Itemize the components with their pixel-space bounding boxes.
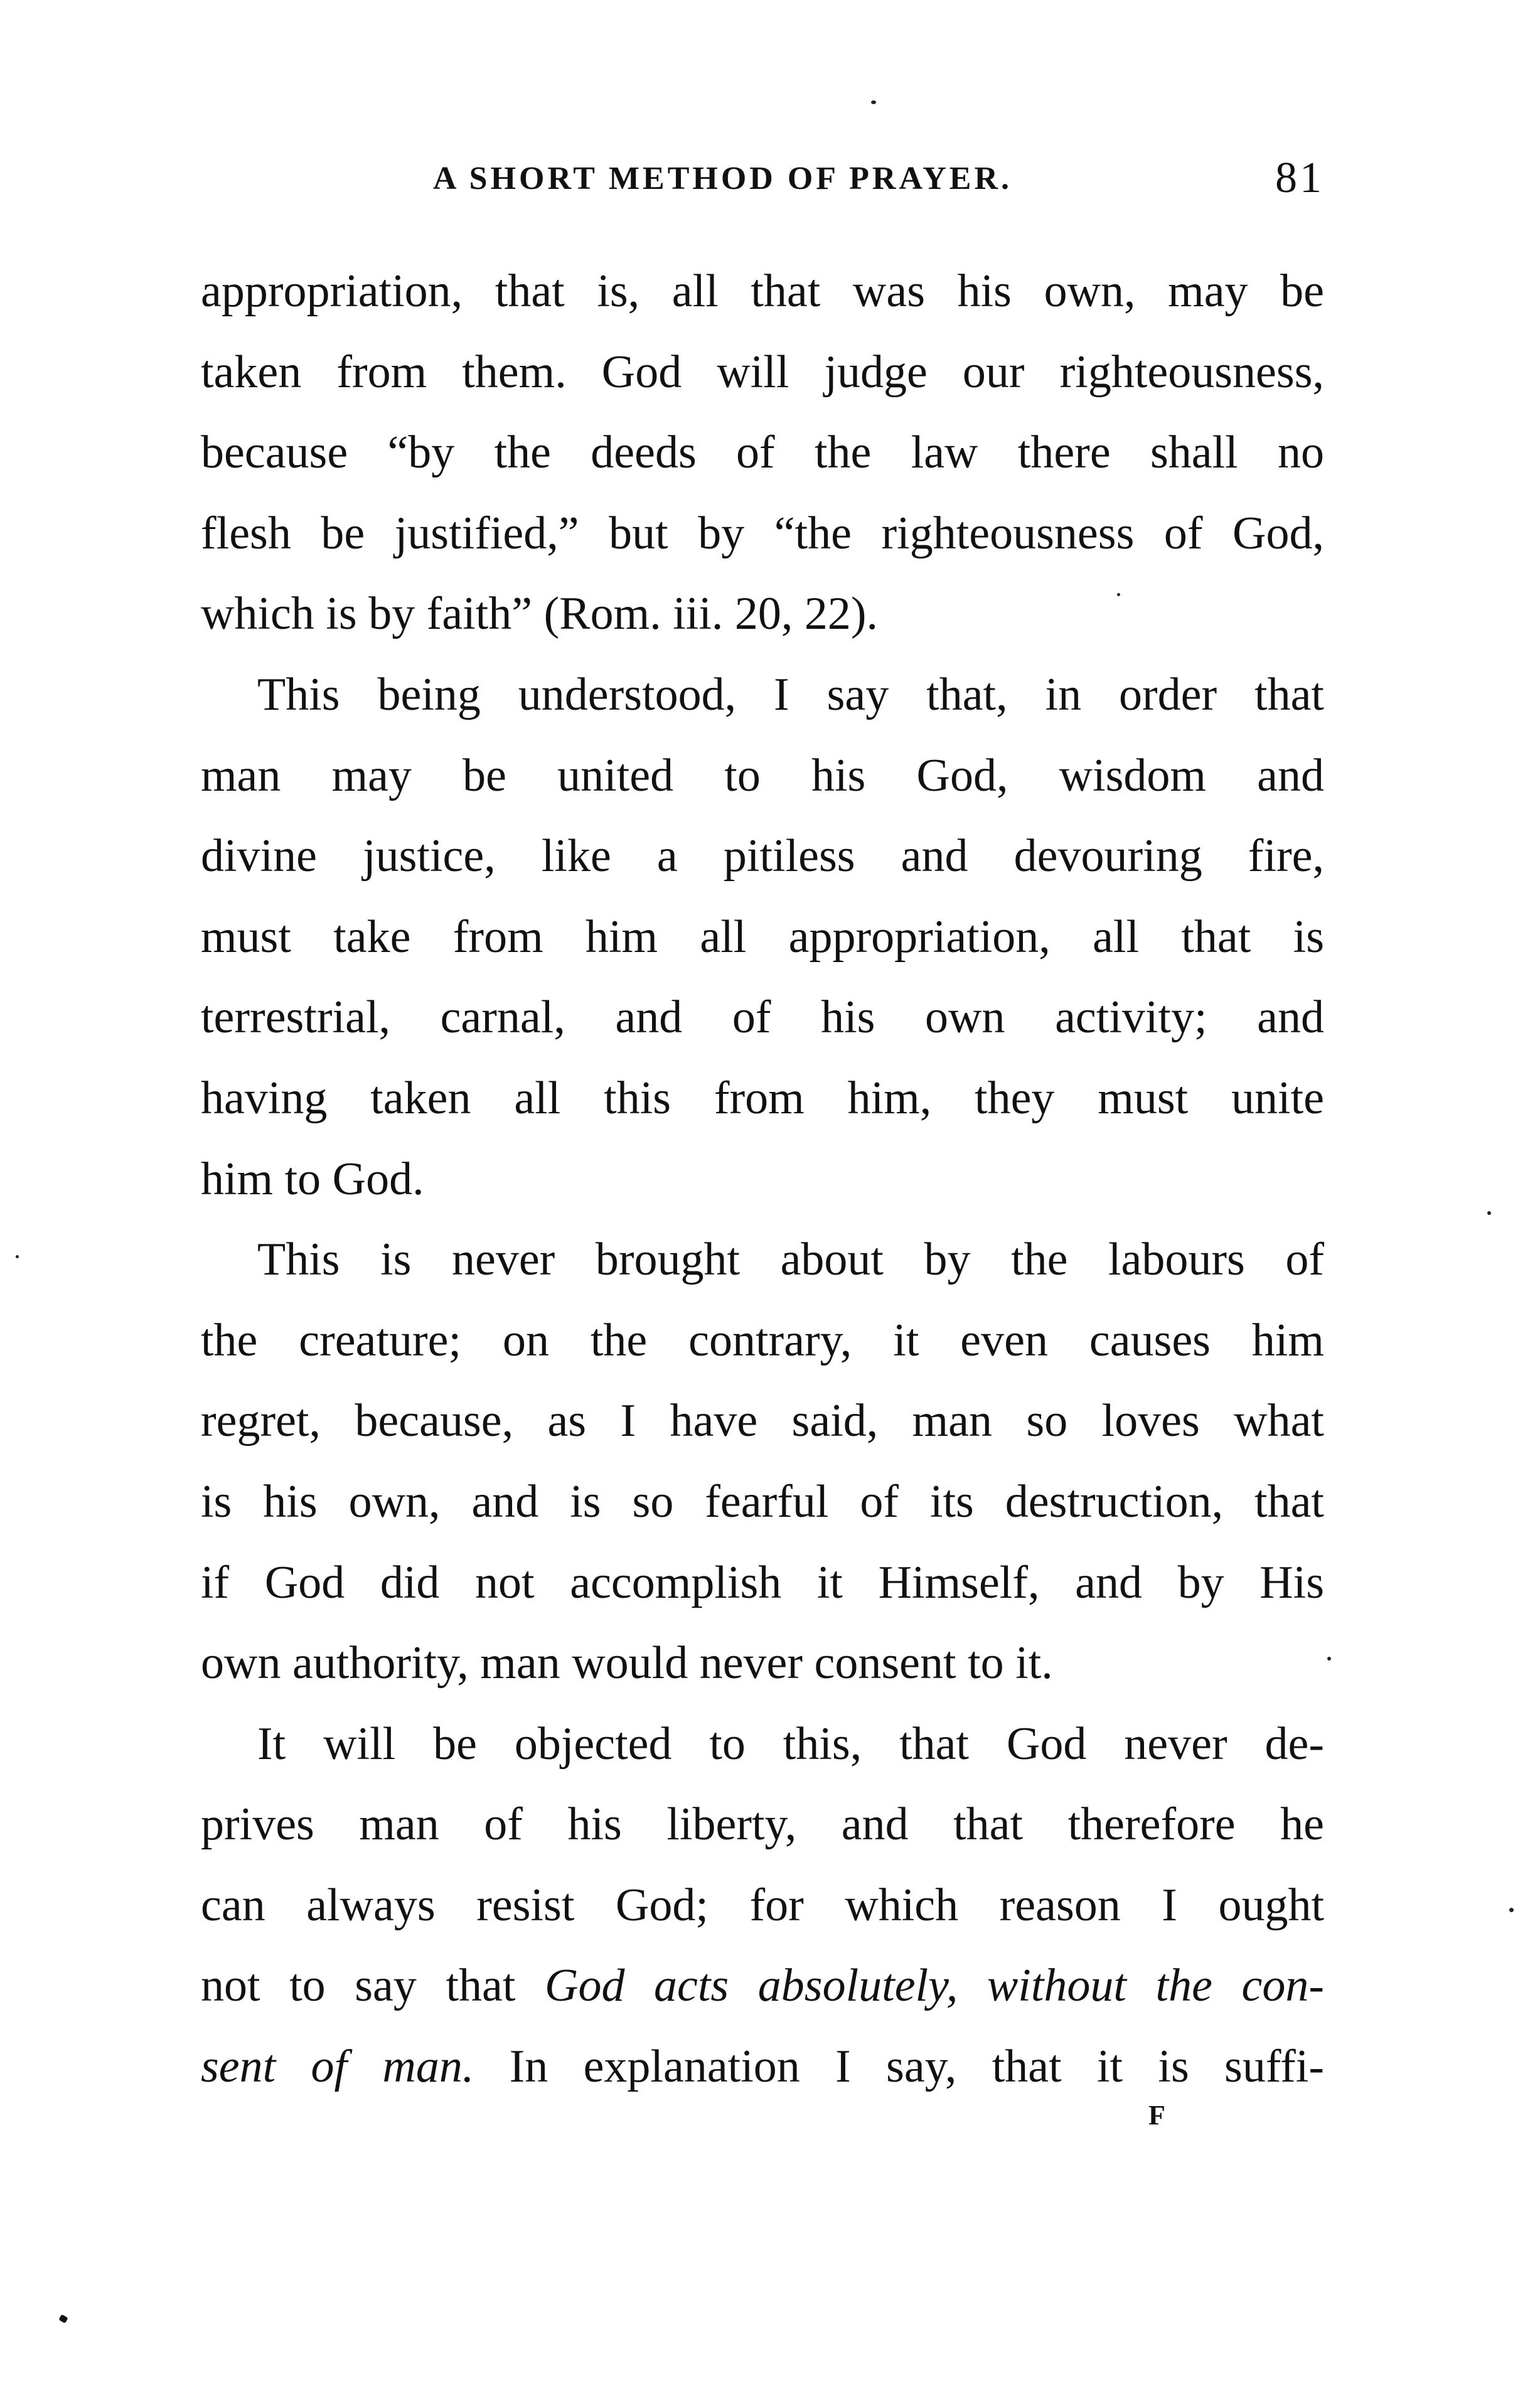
signature-mark: F — [1148, 2100, 1167, 2131]
text-line: This being understood, I say that, in order that — [257, 668, 1324, 720]
text-line: the creature; on the contrary, it even causes him — [201, 1314, 1324, 1366]
text-line: can always resist God; for which reason I ought — [201, 1879, 1324, 1931]
scan-speck — [1327, 1657, 1331, 1661]
text-line: own authority, man would never consent to it. — [201, 1637, 1053, 1689]
italic-text-run: God acts absolutely, without the con- — [545, 1960, 1324, 2012]
text-line: is his own, and is so fearful of its destruction, that — [201, 1475, 1324, 1527]
text-line-mixed — [201, 1945, 1324, 2026]
text-line: It will be objected to this, that God never de- — [257, 1718, 1324, 1770]
text-line: must take from him all appropriation, all that is — [201, 911, 1324, 963]
text-run: In explanation I say, that it is suffi- — [474, 2041, 1325, 2093]
scan-speck — [16, 1255, 19, 1258]
paragraph-4 — [201, 1704, 1324, 2107]
page-number: 81 — [1275, 154, 1324, 202]
text-line: because “by the deeds of the law there shall no — [201, 427, 1324, 479]
italic-text-run: sent of man. — [201, 2041, 474, 2093]
text-line: man may be united to his God, wisdom and — [201, 749, 1324, 801]
text-line: prives man of his liberty, and that therefore he — [201, 1799, 1324, 1851]
running-head — [201, 154, 1324, 202]
text-line: divine justice, like a pitiless and devouring fire, — [201, 830, 1324, 882]
scan-speck — [1487, 1211, 1491, 1215]
text-line: him to God. — [201, 1153, 424, 1205]
text-line: if God did not accomplish it Himself, and by His — [201, 1556, 1324, 1608]
scan-speck — [58, 2314, 68, 2324]
text-line: which is by faith” (Rom. iii. 20, 22). — [201, 588, 879, 640]
text-line: appropriation, that is, all that was his own, may be — [201, 265, 1324, 317]
body-text — [201, 251, 1324, 2107]
paragraph-1 — [201, 251, 1324, 655]
text-line: regret, because, as I have said, man so loves what — [201, 1395, 1324, 1447]
scan-speck — [1117, 593, 1120, 596]
scan-speck — [1509, 1908, 1514, 1912]
running-title: A SHORT METHOD OF PRAYER. — [433, 161, 1013, 196]
text-line: having taken all this from him, they must unite — [201, 1072, 1324, 1124]
text-line-mixed — [201, 2026, 1324, 2107]
text-line: This is never brought about by the labours of — [257, 1234, 1324, 1286]
text-line: flesh be justified,” but by “the righteousness of God, — [201, 507, 1324, 559]
scan-speck — [871, 100, 876, 104]
text-line: taken from them. God will judge our righteousness, — [201, 346, 1324, 398]
text-line: terrestrial, carnal, and of his own activity; and — [201, 992, 1324, 1044]
text-run: not to say that — [201, 1960, 545, 2012]
paragraph-2 — [201, 655, 1324, 1219]
paragraph-3 — [201, 1219, 1324, 1704]
